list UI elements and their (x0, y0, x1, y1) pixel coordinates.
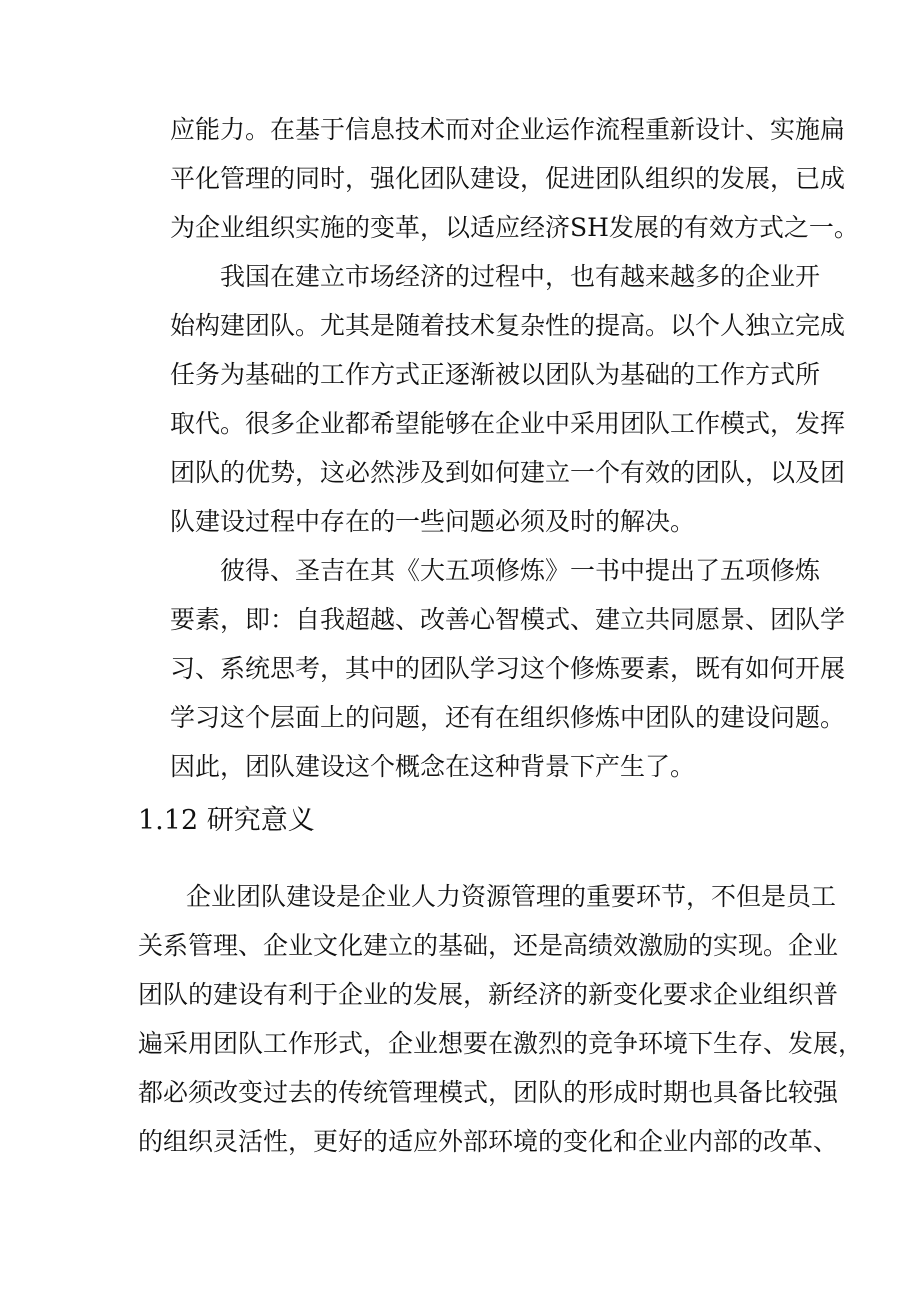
paragraph-line: 队建设过程中存在的一些问题必须及时的解决。 (170, 507, 696, 536)
paragraph-line: 为企业组织实施的变革，以适应经济SH发展的有效方式之一。 (170, 213, 859, 242)
paragraph-line: 学习这个层面上的问题，还有在组织修炼中团队的建设问题。 (170, 703, 846, 732)
paragraph-line: 团队的优势，这必然涉及到如何建立一个有效的团队，以及团 (170, 458, 846, 487)
section-number: 1.12 (138, 805, 199, 836)
paragraph-line: 彼得、圣吉在其《大五项修炼》一书中提出了五项修炼 (220, 556, 821, 585)
section-heading (138, 803, 315, 839)
paragraph-line: 都必须改变过去的传统管理模式，团队的形成时期也具备比较强 (138, 1078, 839, 1107)
paragraph-line: 始构建团队。尤其是随着技术复杂性的提高。以个人独立完成 (170, 311, 846, 340)
paragraph-line: 应能力。在基于信息技术而对企业运作流程重新设计、实施扁 (170, 115, 846, 144)
paragraph-line: 任务为基础的工作方式正逐渐被以团队为基础的工作方式所 (170, 360, 821, 389)
paragraph-line: 习、系统思考，其中的团队学习这个修炼要素，既有如何开展 (170, 654, 846, 683)
paragraph-line: 遍采用团队工作形式，企业想要在激烈的竞争环境下生存、发展， (138, 1029, 864, 1058)
paragraph-line: 关系管理、企业文化建立的基础，还是高绩效激励的实现。企业 (138, 931, 839, 960)
paragraph-line: 平化管理的同时，强化团队建设，促进团队组织的发展，已成 (170, 164, 846, 193)
paragraph-line: 我国在建立市场经济的过程中，也有越来越多的企业开 (220, 262, 821, 291)
paragraph-line: 取代。很多企业都希望能够在企业中采用团队工作模式，发挥 (170, 409, 846, 438)
paragraph-line: 企业团队建设是企业人力资源管理的重要环节，不但是员工 (186, 882, 837, 911)
paragraph-line: 因此，团队建设这个概念在这种背景下产生了。 (170, 752, 696, 781)
paragraph-line: 要素，即：自我超越、改善心智模式、建立共同愿景、团队学 (170, 605, 846, 634)
paragraph-line: 的组织灵活性，更好的适应外部环境的变化和企业内部的改革、 (138, 1127, 839, 1156)
section-title: 研究意义 (206, 805, 315, 836)
paragraph-line: 团队的建设有利于企业的发展，新经济的新变化要求企业组织普 (138, 980, 839, 1009)
